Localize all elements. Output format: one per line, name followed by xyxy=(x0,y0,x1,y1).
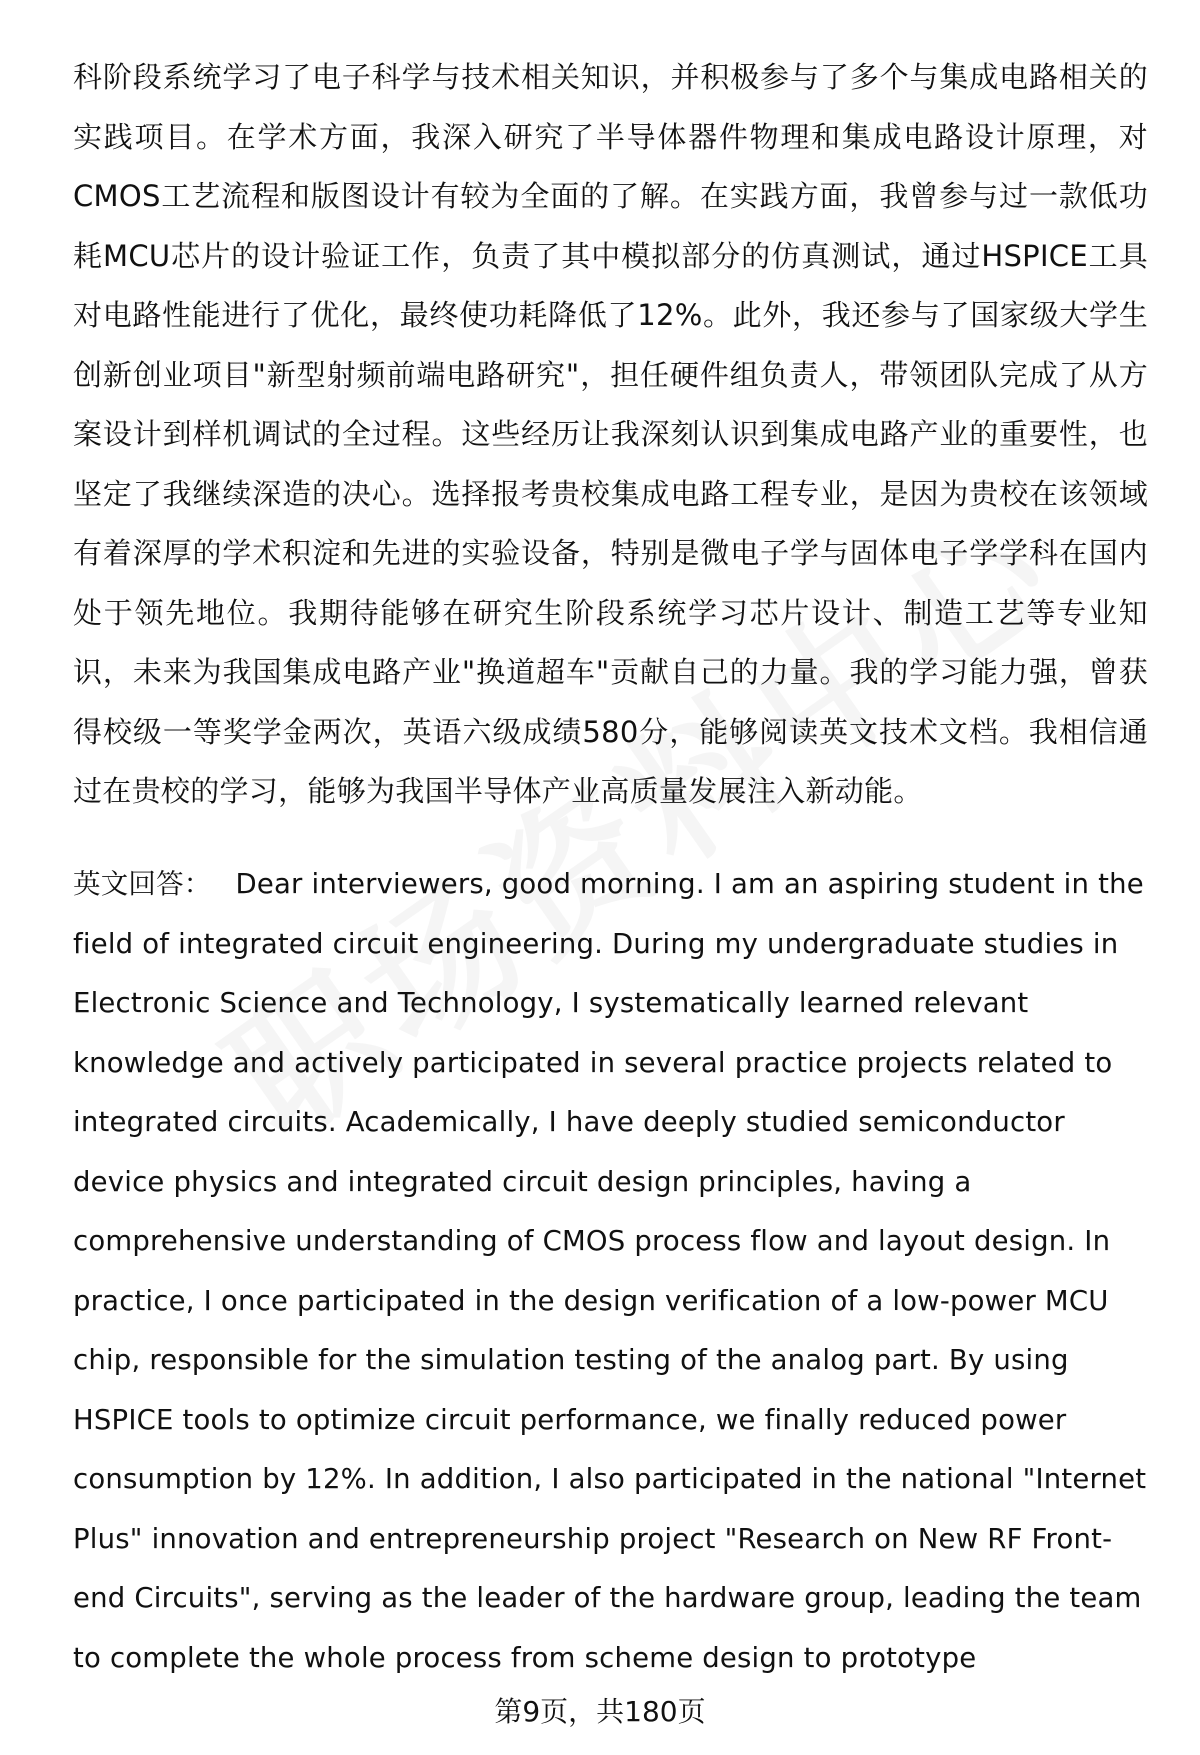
english-answer-text: Dear interviewers, good morning. I am an aspiring student in the field of integrated circuit engineering. During my undergraduate studies in Electronic Science and Technology, I systematically learned relevant knowledge and actively participated in several practice projects related to integrated circuits. Academically, I have deeply studied semiconductor device physics and integrated circuit design principles, having a comprehensive understanding of CMOS process flow and layout design. In practice, I once participated in the design verification of a low-power MCU chip, responsible for the simulation testing of the analog part. By using HSPICE tools to optimize circuit performance, we finally reduced power consumption by 12%. In addition, I also participated in the national "Internet Plus" innovation and entrepreneurship project "Research on New RF Front-end Circuits", serving as the leader of the hardware group, leading the team to complete the whole process from scheme design to prototype xyxy=(73,868,1147,1674)
english-answer-label: 英文回答： xyxy=(73,868,212,900)
english-answer-paragraph xyxy=(73,855,1153,1688)
chinese-answer-paragraph: 科阶段系统学习了电子科学与技术相关知识，并积极参与了多个与集成电路相关的实践项目。在学术方面，我深入研究了半导体器件物理和集成电路设计原理，对CMOS工艺流程和版图设计有较为全面的了解。在实践方面，我曾参与过一款低功耗MCU芯片的设计验证工作，负责了其中模拟部分的仿真测试，通过HSPICE工具对电路性能进行了优化，最终使功耗降低了12%。此外，我还参与了国家级大学生创新创业项目"新型射频前端电路研究"，担任硬件组负责人，带领团队完成了从方案设计到样机调试的全过程。这些经历让我深刻认识到集成电路产业的重要性，也坚定了我继续深造的决心。选择报考贵校集成电路工程专业，是因为贵校在该领域有着深厚的学术积淀和先进的实验设备，特别是微电子学与固体电子学学科在国内处于领先地位。我期待能够在研究生阶段系统学习芯片设计、制造工艺等专业知识，未来为我国集成电路产业"换道超车"贡献自己的力量。我的学习能力强，曾获得校级一等奖学金两次，英语六级成绩580分，能够阅读英文技术文档。我相信通过在贵校的学习，能够为我国半导体产业高质量发展注入新动能。 xyxy=(73,60,1148,808)
page-number-footer: 第9页，共180页 xyxy=(494,1695,706,1728)
